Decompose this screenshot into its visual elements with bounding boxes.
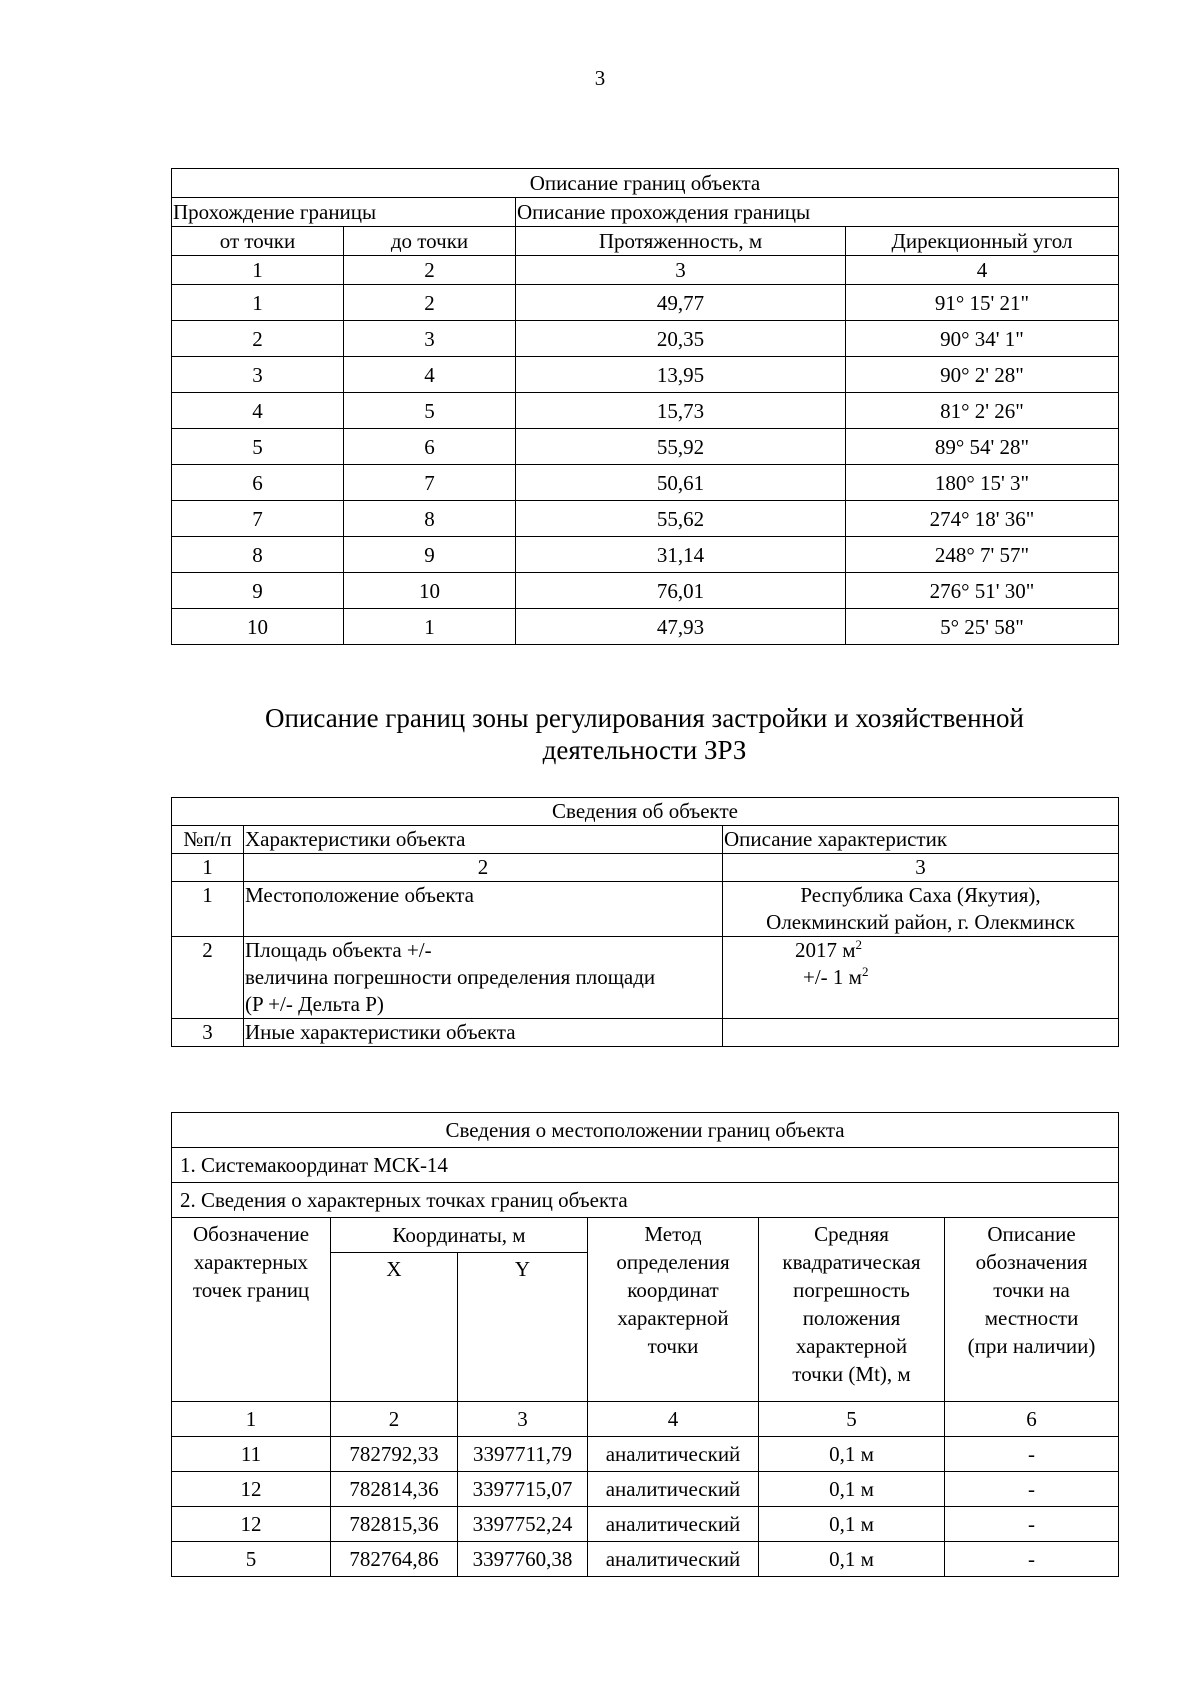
col-number: 2 <box>331 1402 458 1437</box>
angle-value: 90° 2' 28" <box>846 357 1119 393</box>
y-coordinate: 3397711,79 <box>458 1437 588 1472</box>
description-value: - <box>945 1507 1119 1542</box>
col-number: 3 <box>458 1402 588 1437</box>
length-value: 20,35 <box>516 321 846 357</box>
col-point-description <box>945 1218 1119 1402</box>
header-line: определения <box>616 1250 730 1274</box>
table-row <box>172 429 1119 465</box>
header-boundary-passage: Прохождение границы <box>172 198 516 227</box>
length-value: 49,77 <box>516 285 846 321</box>
y-coordinate: 3397752,24 <box>458 1507 588 1542</box>
table-row <box>172 537 1119 573</box>
col-number: 4 <box>588 1402 759 1437</box>
table-row <box>172 357 1119 393</box>
col-y: Y <box>458 1253 588 1402</box>
table-row <box>172 937 1119 1019</box>
table-row <box>172 609 1119 645</box>
x-coordinate: 782815,36 <box>331 1507 458 1542</box>
from-point: 6 <box>172 465 344 501</box>
area-unit-superscript: 2 <box>855 937 863 952</box>
col-x: X <box>331 1253 458 1402</box>
location-line: Республика Саха (Якутия), <box>800 883 1041 907</box>
to-point: 2 <box>344 285 516 321</box>
characteristic-name <box>244 937 723 1019</box>
angle-value: 180° 15' 3" <box>846 465 1119 501</box>
col-number: 3 <box>516 256 846 285</box>
row-number: 3 <box>172 1019 244 1047</box>
description-value: - <box>945 1542 1119 1577</box>
object-info-table <box>171 797 1119 1047</box>
length-value: 13,95 <box>516 357 846 393</box>
header-line: Обозначение <box>192 1222 310 1246</box>
table-row <box>172 1507 1119 1542</box>
col-number: 2 <box>244 854 723 882</box>
to-point: 5 <box>344 393 516 429</box>
from-point: 9 <box>172 573 344 609</box>
to-point: 8 <box>344 501 516 537</box>
from-point: 10 <box>172 609 344 645</box>
area-error-number: +/- 1 м <box>803 965 862 989</box>
area-error-superscript: 2 <box>861 964 869 979</box>
table-row <box>172 501 1119 537</box>
error-value: 0,1 м <box>759 1472 945 1507</box>
section-title <box>171 702 1118 766</box>
table-row <box>172 465 1119 501</box>
table-row <box>172 393 1119 429</box>
table-row <box>172 882 1119 937</box>
method-value: аналитический <box>588 1472 759 1507</box>
from-point: 2 <box>172 321 344 357</box>
header-line: Описание <box>987 1222 1076 1246</box>
to-point: 6 <box>344 429 516 465</box>
col-number: 3 <box>723 854 1119 882</box>
error-value: 0,1 м <box>759 1437 945 1472</box>
angle-value: 248° 7' 57" <box>846 537 1119 573</box>
y-coordinate: 3397760,38 <box>458 1542 588 1577</box>
col-direction-angle: Дирекционный угол <box>846 227 1119 256</box>
point-id: 11 <box>172 1437 331 1472</box>
header-line: характерной <box>795 1334 908 1358</box>
length-value: 55,62 <box>516 501 846 537</box>
boundary-table-title: Описание границ объекта <box>172 169 1119 198</box>
angle-value: 276° 51' 30" <box>846 573 1119 609</box>
x-coordinate: 782764,86 <box>331 1542 458 1577</box>
table-row <box>172 1019 1119 1047</box>
col-characteristics: Характеристики объекта <box>244 826 723 854</box>
area-label-line: Площадь объекта +/- <box>245 938 432 962</box>
angle-value: 274° 18' 36" <box>846 501 1119 537</box>
to-point: 3 <box>344 321 516 357</box>
header-line: точки на <box>993 1278 1070 1302</box>
point-id: 5 <box>172 1542 331 1577</box>
area-error <box>795 964 1118 991</box>
length-value: 31,14 <box>516 537 846 573</box>
length-value: 55,92 <box>516 429 846 465</box>
method-value: аналитический <box>588 1437 759 1472</box>
location-line: Олекминский район, г. Олекминск <box>766 910 1075 934</box>
col-number: 1 <box>172 1402 331 1437</box>
point-id: 12 <box>172 1472 331 1507</box>
characteristic-name: Местоположение объекта <box>244 882 723 937</box>
section-title-line: Описание границ зоны регулирования застройки и хозяйственной <box>264 703 1024 733</box>
col-item-number: №п/п <box>172 826 244 854</box>
header-line: обозначения <box>975 1250 1088 1274</box>
to-point: 4 <box>344 357 516 393</box>
area-label-line: (P +/- Дельта P) <box>245 992 384 1016</box>
to-point: 9 <box>344 537 516 573</box>
header-line: координат <box>627 1278 719 1302</box>
from-point: 5 <box>172 429 344 465</box>
x-coordinate: 782792,33 <box>331 1437 458 1472</box>
table-row <box>172 1542 1119 1577</box>
from-point: 1 <box>172 285 344 321</box>
angle-value: 89° 54' 28" <box>846 429 1119 465</box>
description-value: - <box>945 1437 1119 1472</box>
header-line: точки (Mt), м <box>792 1362 911 1386</box>
table-row <box>172 573 1119 609</box>
row-number: 1 <box>172 882 244 937</box>
col-length: Протяженность, м <box>516 227 846 256</box>
header-line: положения <box>802 1306 901 1330</box>
description-value: - <box>945 1472 1119 1507</box>
characteristic-value <box>723 882 1119 937</box>
row-number: 2 <box>172 937 244 1019</box>
area-label-line: величина погрешности определения площади <box>245 965 656 989</box>
header-line: местности <box>984 1306 1079 1330</box>
to-point: 7 <box>344 465 516 501</box>
point-id: 12 <box>172 1507 331 1542</box>
col-coordinates: Координаты, м <box>331 1218 588 1253</box>
table-row <box>172 1472 1119 1507</box>
location-table <box>171 1112 1119 1577</box>
angle-value: 81° 2' 26" <box>846 393 1119 429</box>
object-table-title: Сведения об объекте <box>172 798 1119 826</box>
col-to-point: до точки <box>344 227 516 256</box>
method-value: аналитический <box>588 1507 759 1542</box>
length-value: 76,01 <box>516 573 846 609</box>
length-value: 15,73 <box>516 393 846 429</box>
points-heading: 2. Сведения о характерных точках границ объекта <box>172 1183 1119 1218</box>
length-value: 47,93 <box>516 609 846 645</box>
col-number: 5 <box>759 1402 945 1437</box>
header-line: характерной <box>617 1306 729 1330</box>
to-point: 10 <box>344 573 516 609</box>
to-point: 1 <box>344 609 516 645</box>
header-line: точек границ <box>192 1278 310 1302</box>
header-line: погрешность <box>793 1278 910 1302</box>
page-number: 3 <box>594 66 606 90</box>
header-line: точки <box>647 1334 699 1358</box>
col-number: 1 <box>172 854 244 882</box>
boundary-table <box>171 168 1119 645</box>
from-point: 8 <box>172 537 344 573</box>
col-number: 6 <box>945 1402 1119 1437</box>
col-characteristics-description: Описание характеристик <box>723 826 1119 854</box>
characteristic-value <box>723 937 1119 1019</box>
area-value <box>795 937 1118 964</box>
col-from-point: от точки <box>172 227 344 256</box>
error-value: 0,1 м <box>759 1507 945 1542</box>
col-point-designation <box>172 1218 331 1402</box>
characteristic-name: Иные характеристики объекта <box>244 1019 723 1047</box>
table-row <box>172 321 1119 357</box>
header-passage-description: Описание прохождения границы <box>516 198 1119 227</box>
header-line: (при наличии) <box>967 1334 1096 1358</box>
col-method <box>588 1218 759 1402</box>
method-value: аналитический <box>588 1542 759 1577</box>
from-point: 7 <box>172 501 344 537</box>
from-point: 4 <box>172 393 344 429</box>
location-table-title: Сведения о местоположении границ объекта <box>172 1113 1119 1148</box>
header-line: Средняя <box>814 1222 889 1246</box>
col-number: 4 <box>846 256 1119 285</box>
angle-value: 5° 25' 58" <box>846 609 1119 645</box>
y-coordinate: 3397715,07 <box>458 1472 588 1507</box>
x-coordinate: 782814,36 <box>331 1472 458 1507</box>
angle-value: 91° 15' 21" <box>846 285 1119 321</box>
header-line: характерных <box>193 1250 309 1274</box>
header-line: квадратическая <box>782 1250 921 1274</box>
col-number: 2 <box>344 256 516 285</box>
table-row <box>172 1437 1119 1472</box>
area-number: 2017 м <box>795 938 856 962</box>
table-row <box>172 285 1119 321</box>
coordinate-system: 1. Системакоординат МСК-14 <box>172 1148 1119 1183</box>
length-value: 50,61 <box>516 465 846 501</box>
characteristic-value <box>723 1019 1119 1047</box>
error-value: 0,1 м <box>759 1542 945 1577</box>
angle-value: 90° 34' 1" <box>846 321 1119 357</box>
col-number: 1 <box>172 256 344 285</box>
col-mean-error <box>759 1218 945 1402</box>
header-line: Метод <box>644 1222 702 1246</box>
from-point: 3 <box>172 357 344 393</box>
section-title-line: деятельности ЗРЗ <box>542 735 747 765</box>
